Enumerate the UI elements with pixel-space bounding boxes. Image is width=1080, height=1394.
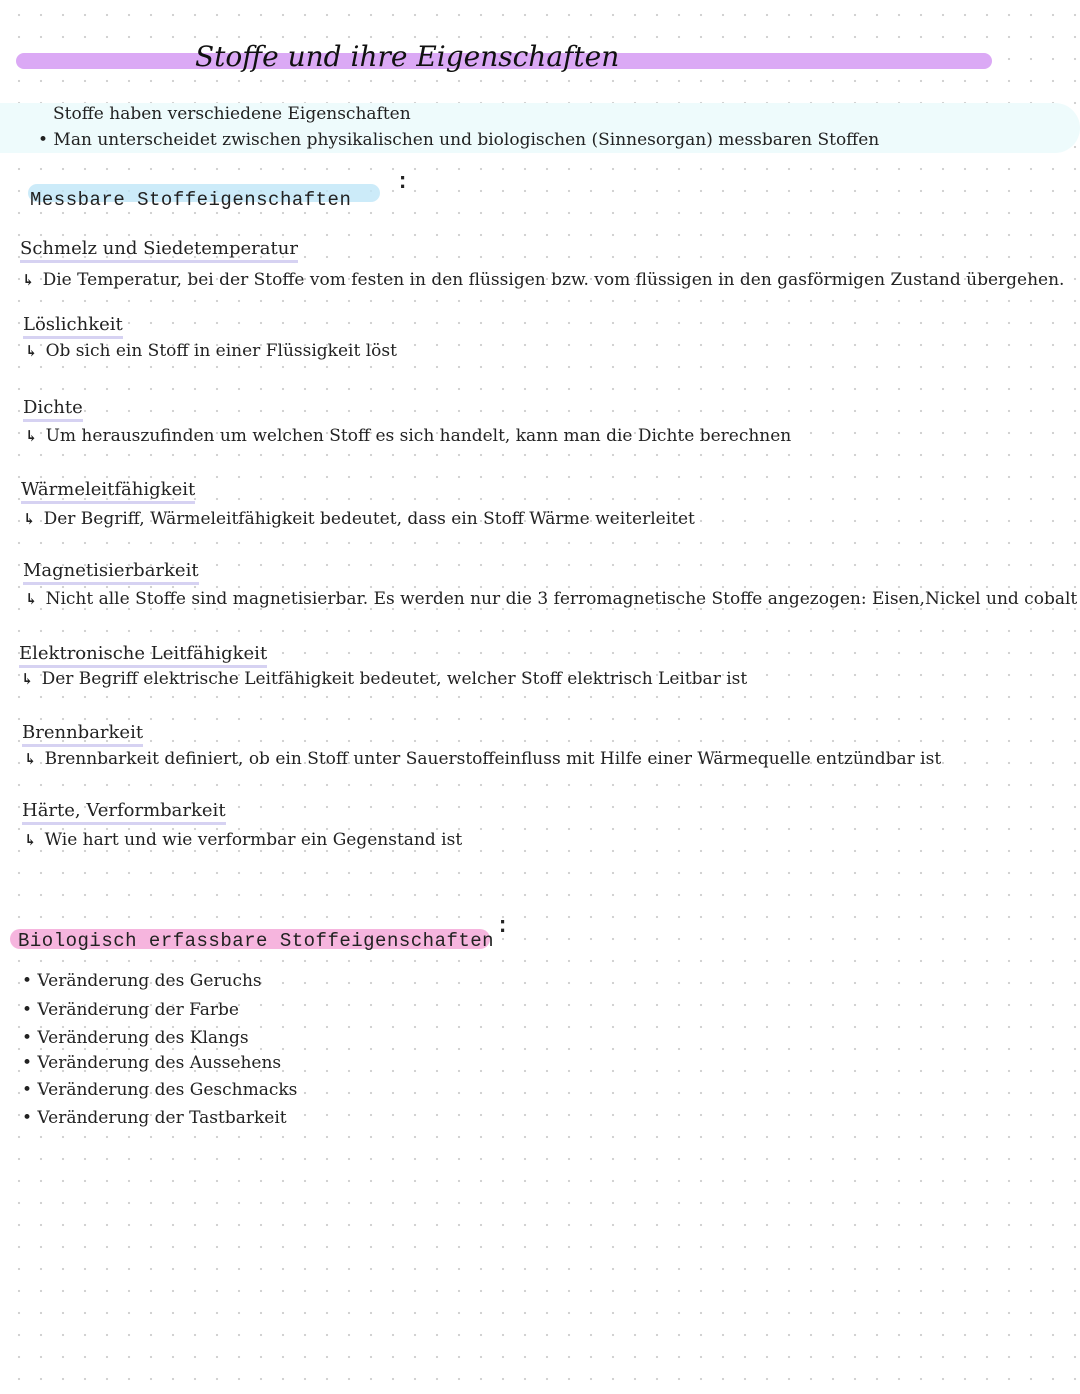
property-description [21, 669, 747, 689]
property-description [24, 749, 941, 769]
intro-bullet: • Man unterscheidet zwischen physikalischen und biologischen (Sinnesorgan) messbaren Stoffen [38, 130, 880, 150]
description-text: Brennbarkeit definiert, ob ein Stoff unter Sauerstoffeinfluss mit Hilfe einer Wärmequelle entzündbar ist [44, 749, 942, 769]
hook-arrow-icon: ↳ [25, 590, 38, 608]
page-title: Stoffe und ihre Eigenschaften [195, 40, 620, 73]
property-heading: Schmelz und Siedetemperatur [20, 238, 298, 263]
measurable-heading: Messbare Stoffeigenschaften [30, 189, 352, 211]
property-heading: Brennbarkeit [22, 722, 143, 747]
description-text: Die Temperatur, bei der Stoffe vom festen in den flüssigen bzw. vom flüssigen in den gasförmigen Zustand übergehen. [42, 270, 1065, 290]
list-item: • Veränderung des Aussehens [22, 1053, 282, 1073]
hook-arrow-icon: ↳ [25, 427, 38, 445]
description-text: Um herauszufinden um welchen Stoff es sich handelt, kann man die Dichte berechnen [45, 426, 792, 446]
property-description [24, 830, 462, 850]
hook-arrow-icon: ↳ [22, 271, 35, 289]
list-item: • Veränderung der Farbe [22, 1000, 239, 1020]
property-heading: Magnetisierbarkeit [23, 560, 199, 585]
property-description [25, 426, 791, 446]
intro-line: Stoffe haben verschiedene Eigenschaften [53, 104, 411, 124]
heading-colon: : [396, 170, 410, 195]
property-heading: Härte, Verformbarkeit [22, 800, 226, 825]
heading-colon: : [496, 914, 510, 939]
hook-arrow-icon: ↳ [24, 831, 37, 849]
biological-heading: Biologisch erfassbare Stoffeigenschaften [18, 930, 495, 952]
hook-arrow-icon: ↳ [23, 510, 36, 528]
list-item: • Veränderung des Klangs [22, 1028, 249, 1048]
property-description [25, 341, 397, 361]
list-item: • Veränderung des Geschmacks [22, 1080, 298, 1100]
property-description [25, 589, 1077, 609]
property-description [23, 509, 695, 529]
description-text: Der Begriff, Wärmeleitfähigkeit bedeutet, dass ein Stoff Wärme weiterleitet [43, 509, 695, 529]
property-heading: Dichte [23, 397, 83, 422]
hook-arrow-icon: ↳ [25, 342, 38, 360]
property-heading: Wärmeleitfähigkeit [21, 479, 195, 504]
list-item: • Veränderung der Tastbarkeit [22, 1108, 287, 1128]
property-heading: Löslichkeit [23, 314, 123, 339]
list-item: • Veränderung des Geruchs [22, 971, 262, 991]
description-text: Nicht alle Stoffe sind magnetisierbar. Es werden nur die 3 ferromagnetische Stoffe angezogen: Eisen,Nickel und cobalt [45, 589, 1078, 609]
description-text: Ob sich ein Stoff in einer Flüssigkeit löst [45, 341, 397, 361]
description-text: Der Begriff elektrische Leitfähigkeit bedeutet, welcher Stoff elektrisch Leitbar ist [41, 669, 748, 689]
property-heading: Elektronische Leitfähigkeit [19, 643, 267, 668]
hook-arrow-icon: ↳ [21, 670, 34, 688]
hook-arrow-icon: ↳ [24, 750, 37, 768]
property-description [22, 270, 1064, 290]
description-text: Wie hart und wie verformbar ein Gegenstand ist [44, 830, 463, 850]
